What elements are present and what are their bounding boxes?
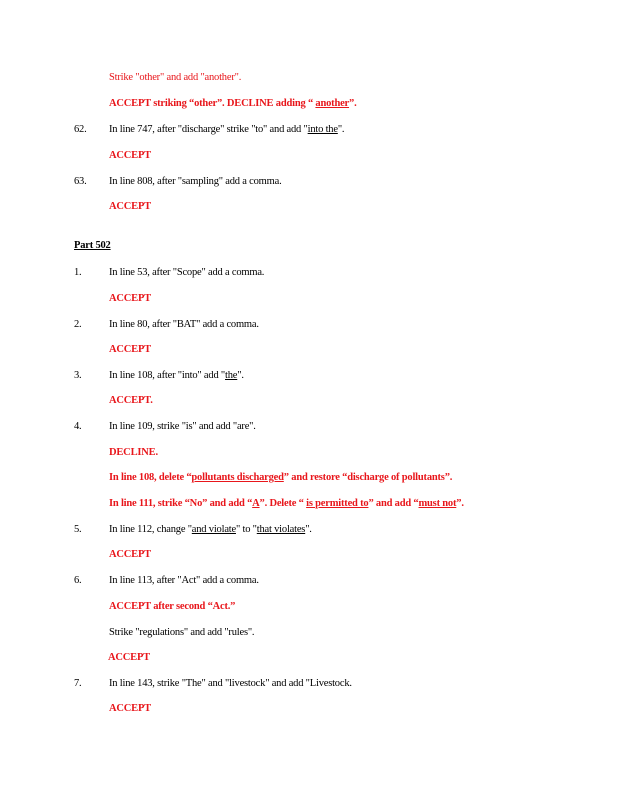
decline-note-line-108 — [109, 472, 452, 483]
response-label: ACCEPT — [109, 150, 151, 161]
item-text-pre: In line 112, change " — [109, 524, 192, 535]
note-underlined: pollutants discharged — [191, 472, 284, 483]
item-number: 7. — [74, 678, 82, 689]
item-number: 3. — [74, 370, 82, 381]
item-text — [109, 370, 244, 381]
note-text: In line 111, strike “No” and add “ — [109, 498, 253, 509]
item-text: In line 80, after "BAT" add a comma. — [109, 319, 259, 330]
item-text-post: ". — [337, 124, 345, 135]
response-label: ACCEPT — [109, 201, 151, 212]
item-text-mid: " to " — [235, 524, 257, 535]
response-label: ACCEPT — [108, 652, 150, 663]
response-label — [109, 601, 235, 612]
item-text-post: ". — [237, 370, 244, 381]
item-text: In line 113, after "Act" add a comma. — [109, 575, 259, 586]
note-text: ”. — [456, 498, 464, 509]
item-number: 2. — [74, 319, 82, 330]
accept-label: ACCEPT — [109, 98, 151, 109]
item-text-post: ". — [305, 524, 312, 535]
item-text-underlined: the — [225, 370, 238, 381]
item-number: 63. — [74, 176, 87, 187]
instruction-strike-other: Strike "other" and add "another". — [109, 72, 242, 83]
item-text: In line 53, after "Scope" add a comma. — [109, 267, 265, 278]
item-text: In line 143, strike "The" and "livestock" and add "Livestock. — [109, 678, 352, 689]
item-number: 4. — [74, 421, 82, 432]
item-number: 1. — [74, 267, 82, 278]
accept-label: ACCEPT — [109, 601, 151, 612]
item-text — [109, 124, 344, 135]
item-number: 5. — [74, 524, 82, 535]
note-text: ”. Delete “ — [259, 498, 307, 509]
item-text: In line 808, after "sampling" add a comma. — [109, 176, 282, 187]
note-text: ” and restore “discharge of pollutants”. — [283, 472, 453, 483]
response-label: DECLINE. — [109, 447, 158, 458]
response-label: ACCEPT — [109, 703, 151, 714]
note-underlined: must not — [418, 498, 457, 509]
note-underlined: A — [252, 498, 260, 509]
item-text-underlined: that violates — [256, 524, 306, 535]
note-underlined: is permitted to — [306, 498, 369, 509]
item-text-pre: In line 747, after "discharge" strike "to" and add " — [109, 124, 308, 135]
response-label: ACCEPT. — [109, 395, 153, 406]
item-text-pre: In line 108, after "into" add " — [109, 370, 226, 381]
item-number: 62. — [74, 124, 87, 135]
response-accept-decline — [109, 98, 357, 109]
response-label: ACCEPT — [109, 549, 151, 560]
section-heading: Part 502 — [74, 240, 111, 251]
response-label: ACCEPT — [109, 293, 151, 304]
decline-detail: adding “ — [273, 98, 316, 109]
item-subtext: Strike "regulations" and add "rules". — [109, 627, 255, 638]
response-label: ACCEPT — [109, 344, 151, 355]
decline-note-line-111 — [109, 498, 464, 509]
item-text-underlined: and violate — [191, 524, 236, 535]
closing-quote: ”. — [349, 98, 357, 109]
item-number: 6. — [74, 575, 82, 586]
accept-detail: striking “other”. — [150, 98, 227, 109]
decline-label: DECLINE — [226, 98, 274, 109]
note-text: In line 108, delete “ — [109, 472, 192, 483]
note-text: ” and add “ — [368, 498, 419, 509]
item-text — [109, 524, 312, 535]
accept-detail: after second “Act.” — [150, 601, 236, 612]
item-text-underlined: into the — [307, 124, 338, 135]
underlined-term: another — [315, 98, 350, 109]
item-text: In line 109, strike "is" and add "are". — [109, 421, 256, 432]
